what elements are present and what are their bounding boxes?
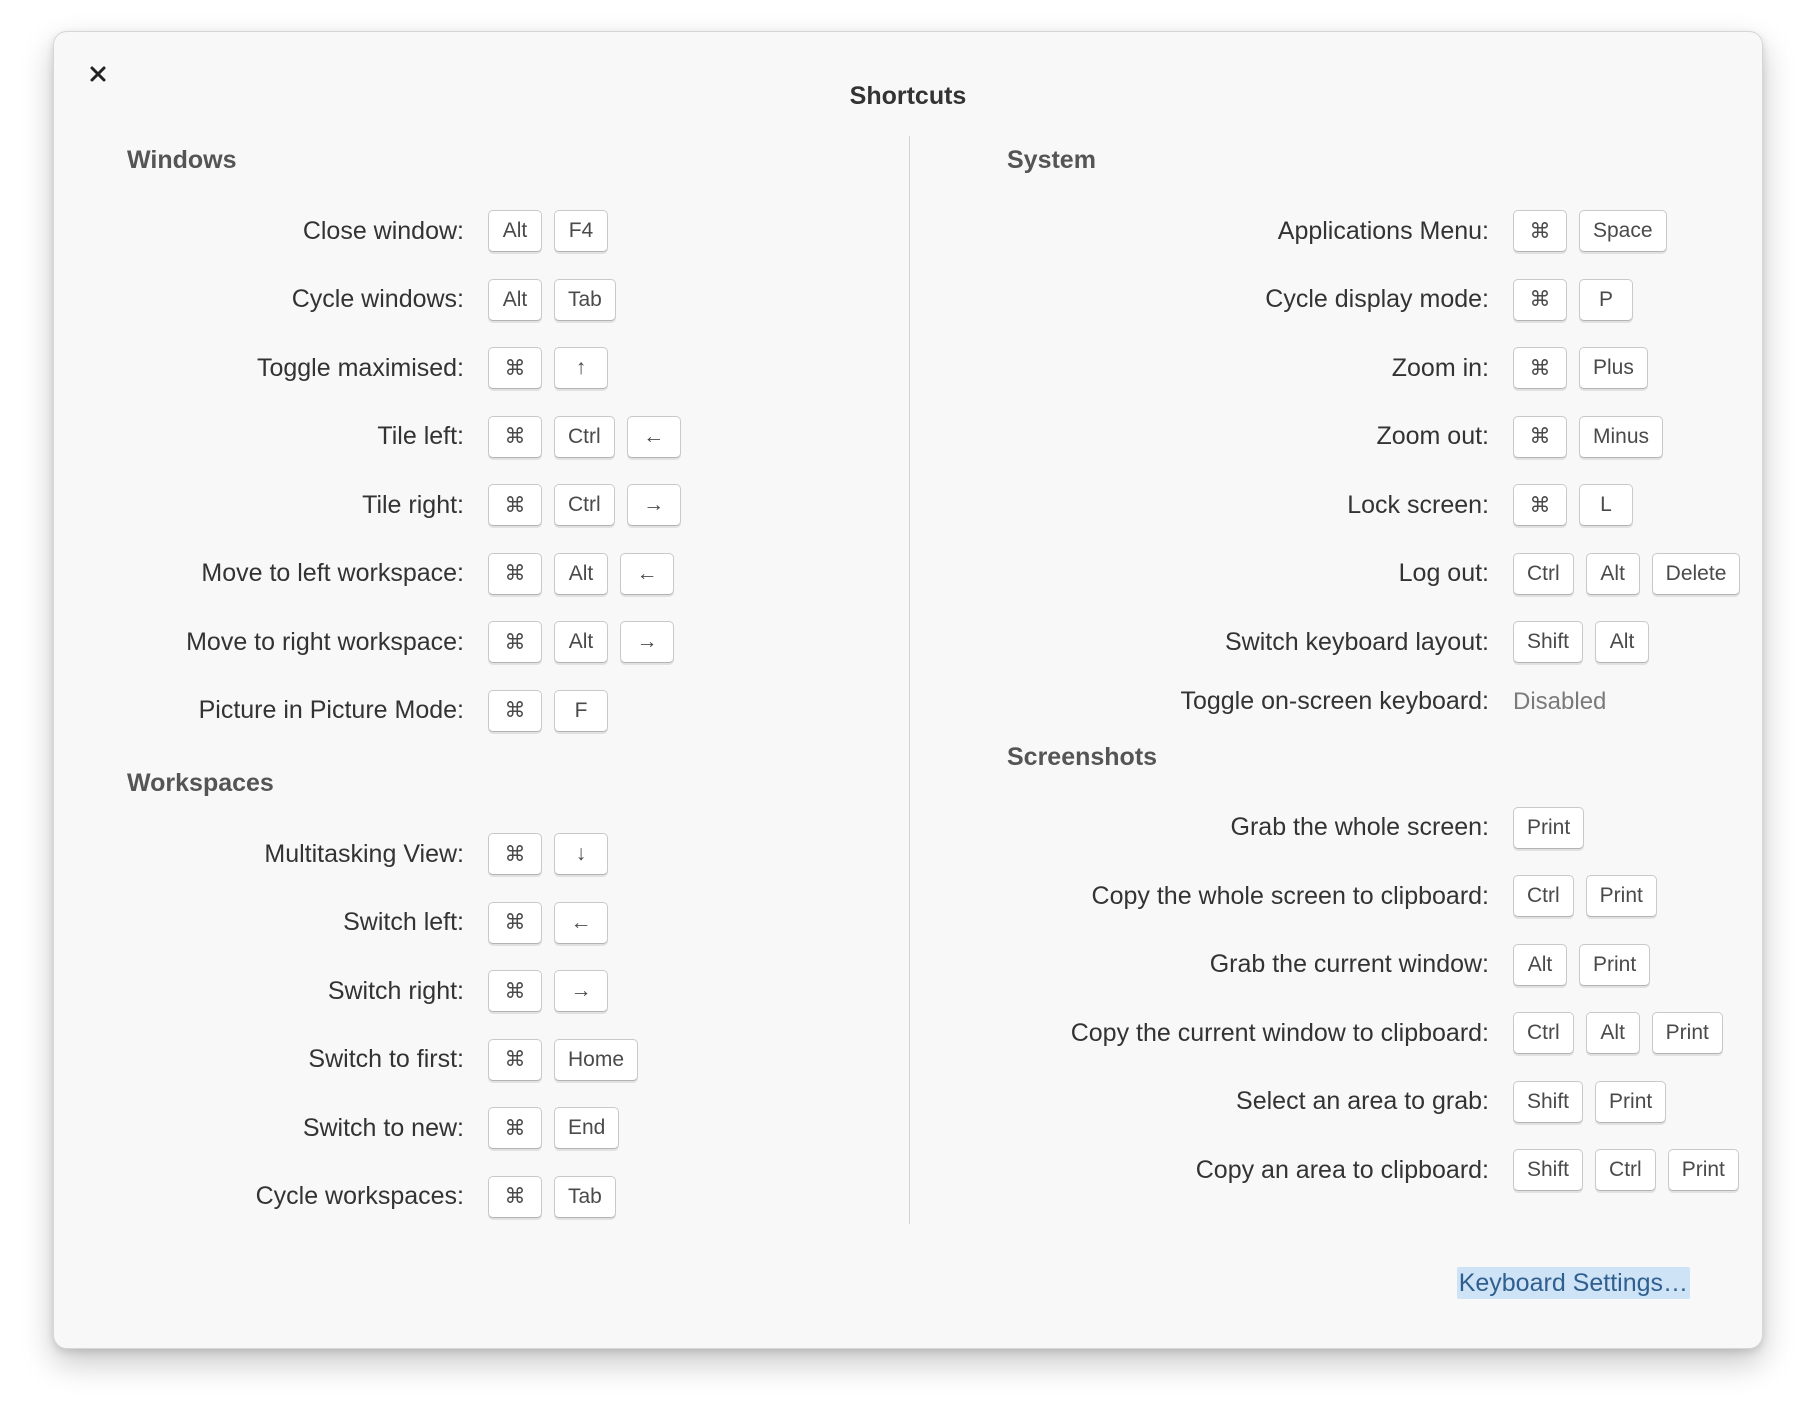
shortcut-keys	[488, 1039, 650, 1081]
shortcut-row	[127, 471, 867, 540]
key-cap: Print	[1668, 1149, 1739, 1191]
key-cap: Ctrl	[1513, 875, 1574, 917]
key-cap: ⌘	[488, 416, 542, 458]
shortcut-label: Cycle workspaces:	[255, 1182, 464, 1211]
shortcut-keys	[1513, 416, 1675, 458]
key-cap: ⌘	[1513, 416, 1567, 458]
shortcut-row	[1007, 266, 1727, 335]
shortcut-label: Zoom out:	[1376, 422, 1489, 451]
key-cap: ⌘	[488, 1039, 542, 1081]
shortcut-label: Switch to new:	[302, 1113, 464, 1142]
shortcut-row	[127, 677, 867, 746]
shortcut-label: Switch right:	[327, 976, 464, 1005]
key-cap: Minus	[1579, 416, 1663, 458]
shortcut-row	[127, 197, 867, 266]
shortcut-label: Copy the whole screen to clipboard:	[1091, 881, 1489, 910]
key-cap: Ctrl	[1513, 553, 1574, 595]
section-header-screenshots: Screenshots	[1007, 742, 1158, 771]
shortcut-keys	[488, 553, 686, 595]
shortcut-label: Move to right workspace:	[186, 627, 464, 656]
shortcut-label: Toggle maximised:	[256, 353, 464, 382]
shortcut-keys	[1513, 807, 1596, 849]
shortcut-label: Cycle windows:	[291, 285, 464, 314]
key-cap: ⌘	[488, 621, 542, 663]
key-cap: ⌘	[1513, 279, 1567, 321]
shortcut-keys	[488, 833, 620, 875]
key-cap: Home	[554, 1039, 638, 1081]
shortcut-label: Toggle on-screen keyboard:	[1180, 687, 1489, 715]
column-divider	[909, 136, 910, 1224]
shortcut-keys	[1513, 347, 1660, 389]
shortcut-keys	[488, 347, 620, 389]
shortcut-row	[1007, 999, 1727, 1068]
key-cap: Ctrl	[1595, 1149, 1656, 1191]
shortcut-keys	[1513, 875, 1669, 917]
key-cap: ↑	[554, 347, 608, 389]
shortcut-keys	[1513, 484, 1645, 526]
key-cap: Print	[1579, 944, 1650, 986]
key-cap: Shift	[1513, 1149, 1583, 1191]
shortcut-keys	[1513, 944, 1662, 986]
shortcut-label: Zoom in:	[1391, 353, 1489, 382]
shortcut-label: Switch keyboard layout:	[1224, 627, 1489, 656]
shortcut-keys	[488, 416, 693, 458]
shortcut-label: Grab the whole screen:	[1230, 813, 1489, 842]
shortcut-keys	[488, 1176, 628, 1218]
key-cap: F4	[554, 210, 608, 252]
shortcut-keys	[1513, 621, 1661, 663]
key-cap: Ctrl	[1513, 1012, 1574, 1054]
screenshots-shortcut-list	[1007, 794, 1727, 1205]
key-cap: End	[554, 1107, 619, 1149]
shortcut-label: Tile left:	[377, 422, 464, 451]
key-cap: ⌘	[488, 970, 542, 1012]
shortcut-row	[127, 1163, 867, 1232]
shortcuts-dialog	[53, 31, 1763, 1349]
key-cap: ⌘	[488, 484, 542, 526]
key-cap: →	[554, 970, 608, 1012]
key-cap: Alt	[1513, 944, 1567, 986]
shortcut-row	[127, 1094, 867, 1163]
key-cap: ⌘	[488, 1176, 542, 1218]
key-cap: Alt	[554, 553, 608, 595]
windows-shortcut-list	[127, 197, 867, 745]
shortcut-row	[1007, 403, 1727, 472]
key-cap: F	[554, 690, 608, 732]
key-cap: ↓	[554, 833, 608, 875]
shortcut-label: Switch to first:	[308, 1045, 464, 1074]
shortcut-label: Multitasking View:	[264, 839, 464, 868]
shortcut-row	[1007, 1136, 1727, 1205]
shortcut-keys	[1513, 1081, 1678, 1123]
shortcut-label: Copy the current window to clipboard:	[1070, 1018, 1489, 1047]
shortcut-label: Copy an area to clipboard:	[1195, 1155, 1489, 1184]
shortcut-row	[1007, 334, 1727, 403]
shortcut-row	[1007, 540, 1727, 609]
left-column	[127, 144, 867, 1231]
key-cap: Print	[1652, 1012, 1723, 1054]
onscreen-keyboard-value: Disabled	[1513, 687, 1607, 715]
workspaces-shortcut-list	[127, 820, 867, 1231]
shortcut-row	[127, 403, 867, 472]
shortcut-label: Picture in Picture Mode:	[198, 696, 464, 725]
key-cap: ⌘	[488, 902, 542, 944]
shortcut-keys	[1513, 1012, 1735, 1054]
key-cap: →	[620, 621, 674, 663]
shortcut-keys	[1513, 279, 1645, 321]
shortcut-keys	[488, 279, 628, 321]
section-header-windows: Windows	[127, 146, 237, 174]
right-column	[1007, 144, 1727, 1205]
key-cap: ⌘	[488, 347, 542, 389]
shortcut-keys	[488, 621, 686, 663]
shortcut-keys	[488, 970, 620, 1012]
shortcut-row-onscreen-keyboard	[1007, 677, 1727, 727]
shortcut-keys	[488, 1107, 631, 1149]
key-cap: Alt	[488, 210, 542, 252]
key-cap: ⌘	[488, 690, 542, 732]
shortcut-keys	[1513, 1149, 1751, 1191]
shortcut-row	[127, 1026, 867, 1095]
shortcut-label: Select an area to grab:	[1236, 1087, 1489, 1116]
key-cap: Plus	[1579, 347, 1648, 389]
shortcut-label: Applications Menu:	[1277, 216, 1489, 245]
key-cap: Alt	[1586, 553, 1640, 595]
dialog-title: Shortcuts	[849, 82, 967, 110]
key-cap: Ctrl	[554, 416, 615, 458]
key-cap: →	[627, 484, 681, 526]
key-cap: P	[1579, 279, 1633, 321]
key-cap: ←	[620, 553, 674, 595]
shortcut-label: Grab the current window:	[1209, 950, 1489, 979]
key-cap: ⌘	[488, 833, 542, 875]
key-cap: ⌘	[488, 553, 542, 595]
shortcut-keys	[488, 902, 620, 944]
shortcut-row	[1007, 862, 1727, 931]
key-cap: Space	[1579, 210, 1667, 252]
shortcut-label: Switch left:	[343, 908, 464, 937]
section-header-system: System	[1007, 146, 1096, 174]
key-cap: Alt	[1595, 621, 1649, 663]
shortcut-row	[1007, 608, 1727, 677]
key-cap: ⌘	[1513, 210, 1567, 252]
key-cap: Delete	[1652, 553, 1741, 595]
shortcut-row	[1007, 471, 1727, 540]
key-cap: Print	[1586, 875, 1657, 917]
key-cap: ⌘	[488, 1107, 542, 1149]
shortcut-row	[127, 540, 867, 609]
shortcut-label: Tile right:	[362, 490, 464, 519]
shortcut-keys	[1513, 210, 1679, 252]
key-cap: ⌘	[1513, 347, 1567, 389]
key-cap: Shift	[1513, 1081, 1583, 1123]
shortcut-keys	[488, 210, 620, 252]
key-cap: Tab	[554, 279, 616, 321]
shortcut-keys	[488, 484, 693, 526]
shortcut-row	[1007, 197, 1727, 266]
keyboard-settings-link[interactable]: Keyboard Settings…	[1458, 1269, 1688, 1297]
shortcut-row	[127, 957, 867, 1026]
key-cap: Print	[1595, 1081, 1666, 1123]
shortcut-label: Lock screen:	[1347, 490, 1489, 519]
shortcut-label: Close window:	[302, 216, 464, 245]
shortcut-row	[127, 889, 867, 958]
shortcut-row	[1007, 931, 1727, 1000]
key-cap: Alt	[1586, 1012, 1640, 1054]
shortcut-row	[1007, 794, 1727, 863]
key-cap: Alt	[554, 621, 608, 663]
key-cap: Alt	[488, 279, 542, 321]
shortcut-row	[127, 608, 867, 677]
shortcut-label: Move to left workspace:	[201, 559, 464, 588]
shortcut-label: Log out:	[1398, 559, 1489, 588]
key-cap: Print	[1513, 807, 1584, 849]
key-cap: Ctrl	[554, 484, 615, 526]
shortcut-row	[127, 820, 867, 889]
key-cap: ←	[627, 416, 681, 458]
key-cap: ⌘	[1513, 484, 1567, 526]
key-cap: ←	[554, 902, 608, 944]
shortcut-row	[127, 334, 867, 403]
key-cap: Tab	[554, 1176, 616, 1218]
shortcut-row	[127, 266, 867, 335]
key-cap: Shift	[1513, 621, 1583, 663]
shortcut-keys	[1513, 553, 1752, 595]
shortcut-keys	[488, 690, 620, 732]
key-cap: L	[1579, 484, 1633, 526]
system-shortcut-list	[1007, 197, 1727, 677]
section-header-workspaces: Workspaces	[127, 769, 274, 797]
shortcut-row	[1007, 1068, 1727, 1137]
shortcut-label: Cycle display mode:	[1265, 285, 1489, 314]
close-icon	[88, 64, 108, 84]
